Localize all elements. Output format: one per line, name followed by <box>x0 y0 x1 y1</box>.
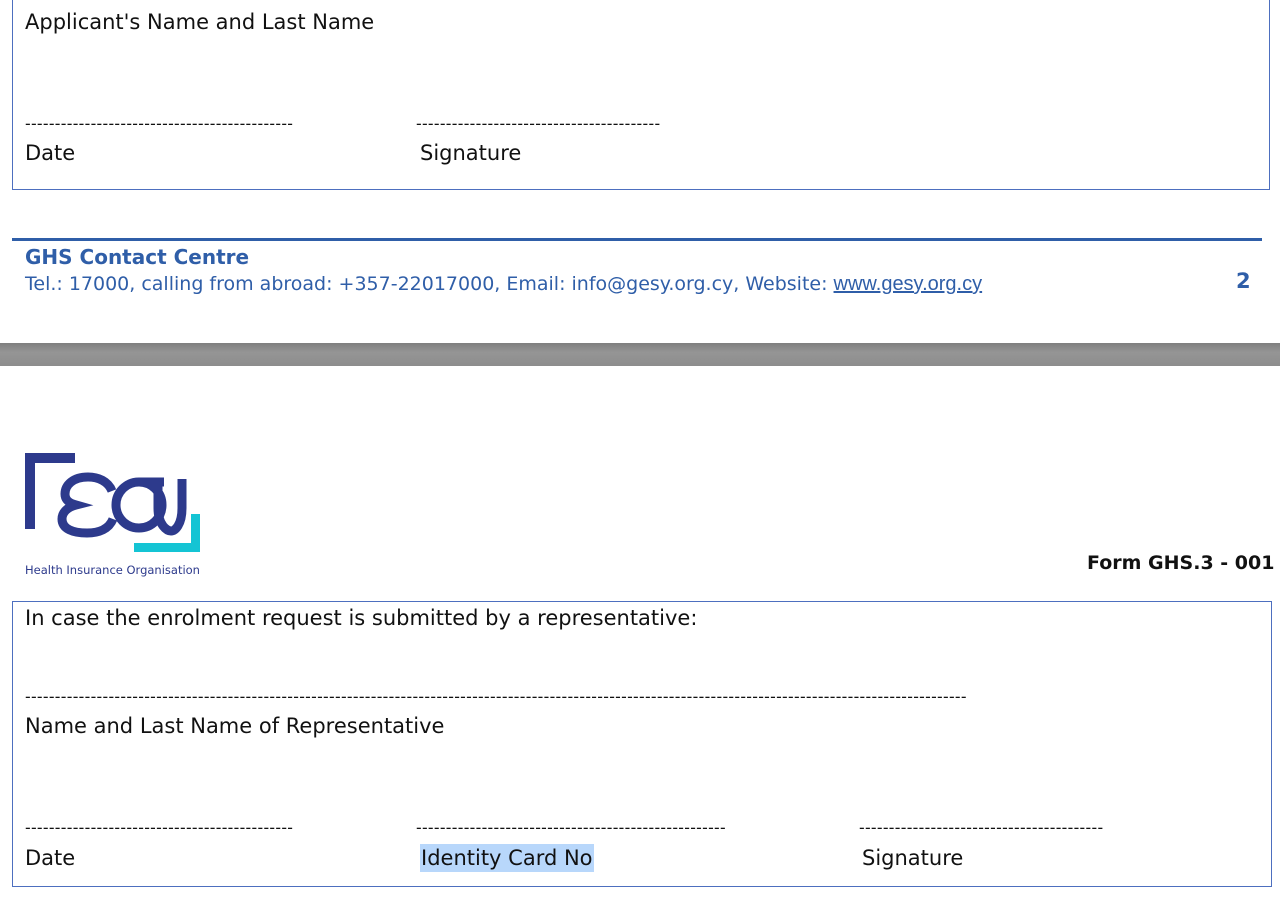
website-link[interactable]: www.gesy.org.cy <box>833 273 983 295</box>
rep-signature-label: Signature <box>862 846 964 870</box>
footer-contact-text: Tel.: 17000, calling from abroad: +357-22017000, Email: info@gesy.org.cy, Website: <box>25 273 834 295</box>
signature-label: Signature <box>420 141 522 165</box>
representative-name-line: -------------------------------------------------------------------------------------------------------------------------------------------------------------- <box>25 688 967 705</box>
date-label: Date <box>25 141 76 165</box>
heio-logo-mark <box>24 452 204 556</box>
rep-signature-line: ----------------------------------------- <box>859 819 1104 836</box>
identity-card-label[interactable]: Identity Card No <box>421 846 593 870</box>
footer-contact <box>25 274 982 294</box>
footer-title: GHS Contact Centre <box>25 245 250 269</box>
representative-box <box>12 601 1272 887</box>
page-number: 2 <box>1236 269 1251 293</box>
representative-name-label: Name and Last Name of Representative <box>25 714 445 738</box>
signature-line: ----------------------------------------- <box>416 115 661 132</box>
heio-logo <box>24 452 204 556</box>
page-separator <box>0 343 1280 366</box>
logo-caption: Health Insurance Organisation <box>25 563 200 577</box>
representative-intro: In case the enrolment request is submitted by a representative: <box>25 606 698 630</box>
identity-card-line: ---------------------------------------------------- <box>416 819 726 836</box>
applicant-name-label: Applicant's Name and Last Name <box>25 10 375 34</box>
date-line: --------------------------------------------- <box>25 115 294 132</box>
footer-rule <box>12 238 1262 241</box>
form-id: Form GHS.3 - 001 <box>1087 552 1275 574</box>
rep-date-line: --------------------------------------------- <box>25 819 294 836</box>
rep-date-label: Date <box>25 846 76 870</box>
